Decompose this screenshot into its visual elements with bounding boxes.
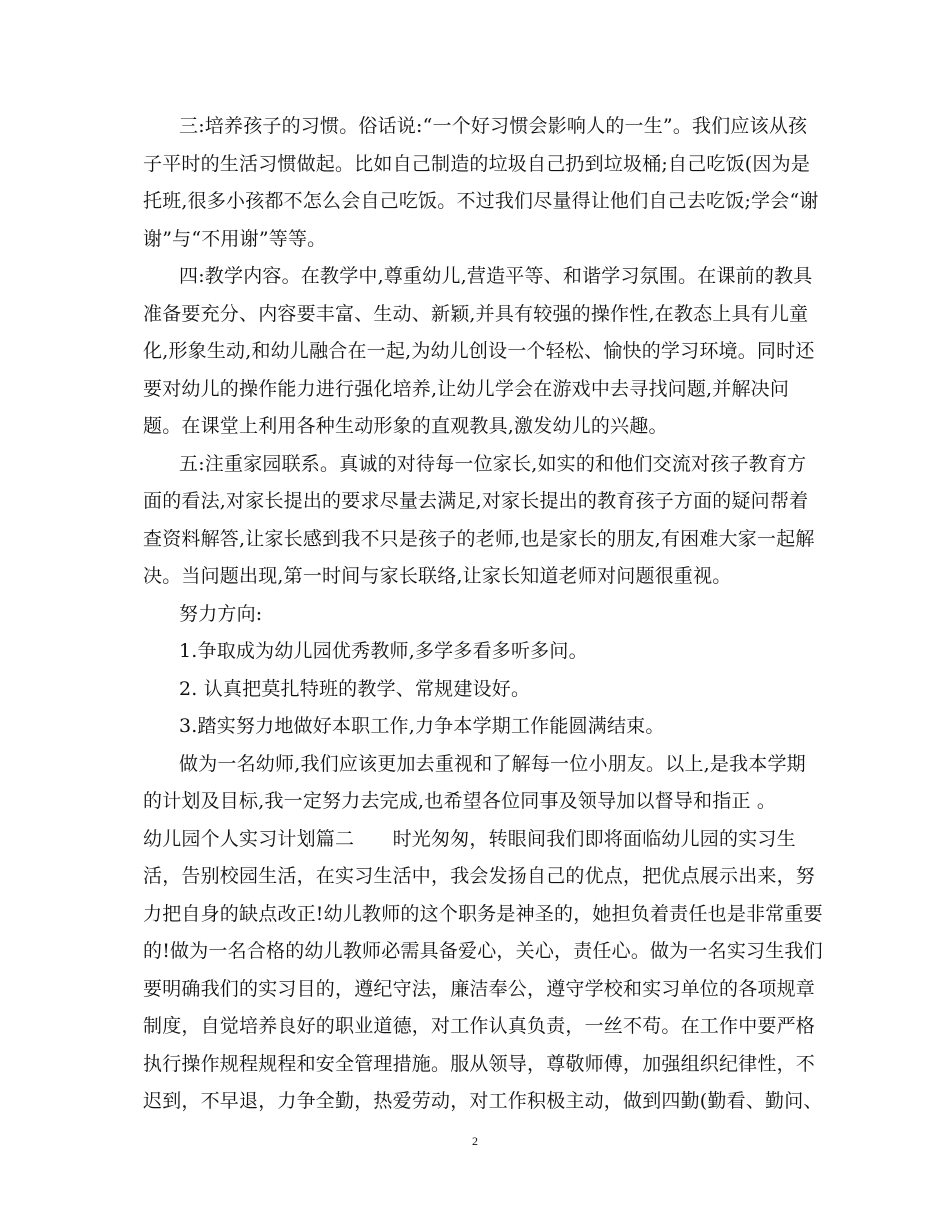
text-line: 子平时的生活习惯做起。比如自己制造的垃圾自己扔到垃圾桶;自己吃饭(因为是 bbox=[143, 152, 811, 175]
text-line: 题。在课堂上利用各种生动形象的直观教具,激发幼儿的兴趣。 bbox=[143, 415, 668, 437]
text-line: 3.踏实努力地做好本职工作,力争本学期工作能圆满结束。 bbox=[179, 715, 665, 737]
text-line: 决。当问题出现,第一时间与家长联络,让家长知道老师对问题很重视。 bbox=[143, 565, 732, 587]
text-line: 幼儿园个人实习计划篇二 时光匆匆，转眼间我们即将面临幼儿园的实习生 bbox=[143, 827, 796, 850]
text-line: 的计划及目标,我一定努力去完成,也希望各位同事及领导加以督导和指正 。 bbox=[143, 790, 777, 812]
text-line: 五:注重家园联系。真诚的对待每一位家长,如实的和他们交流对孩子教育方 bbox=[179, 452, 807, 475]
text-line: 活，告别校园生活，在实习生活中，我会发扬自己的优点，把优点展示出来，努 bbox=[143, 865, 816, 887]
text-line: 努力方向: bbox=[179, 602, 263, 625]
text-line: 的!做为一名合格的幼儿教师必需具备爱心，关心，责任心。做为一名实习生我们 bbox=[143, 940, 823, 962]
text-line: 要明确我们的实习目的，遵纪守法，廉洁奉公，遵守学校和实习单位的各项规章 bbox=[143, 977, 816, 1000]
page-number: 2 bbox=[472, 1134, 478, 1148]
text-line: 谢”与“不用谢”等等。 bbox=[143, 227, 327, 250]
text-line: 制度，自觉培养良好的职业道德，对工作认真负责，一丝不苟。在工作中要严格 bbox=[143, 1015, 816, 1037]
text-line: 力把自身的缺点改正!幼儿教师的这个职务是神圣的，她担负着责任也是非常重要 bbox=[143, 902, 823, 925]
text-line: 做为一名幼师,我们应该更加去重视和了解每一位小朋友。以上,是我本学期 bbox=[179, 752, 806, 775]
text-line: 执行操作规程规程和安全管理措施。服从领导，尊敬师傅，加强组织纪律性，不 bbox=[143, 1052, 816, 1075]
text-line: 2. 认真把莫扎特班的教学、常规建设好。 bbox=[179, 677, 531, 700]
text-line: 面的看法,对家长提出的要求尽量去满足,对家长提出的教育孩子方面的疑问帮着 bbox=[143, 490, 809, 512]
text-line: 化,形象生动,和幼儿融合在一起,为幼儿创设一个轻松、愉快的学习环境。同时还 bbox=[143, 340, 815, 362]
text-line: 准备要充分、内容要丰富、生动、新颖,并具有较强的操作性,在教态上具有儿童 bbox=[143, 302, 809, 325]
text-line: 三:培养孩子的习惯。俗话说:“一个好习惯会影响人的一生”。我们应该从孩 bbox=[179, 115, 808, 137]
text-line: 1.争取成为幼儿园优秀教师,多学多看多听多问。 bbox=[179, 640, 588, 662]
text-line: 四:教学内容。在教学中,尊重幼儿,营造平等、和谐学习氛围。在课前的教具 bbox=[179, 265, 813, 287]
text-line: 要对幼儿的操作能力进行强化培养,让幼儿学会在游戏中去寻找问题,并解决问 bbox=[143, 377, 790, 400]
document-body bbox=[143, 108, 823, 1121]
text-line: 查资料解答,让家长感到我不只是孩子的老师,也是家长的朋友,有困难大家一起解 bbox=[143, 527, 815, 550]
text-line: 托班,很多小孩都不怎么会自己吃饭。不过我们尽量得让他们自己去吃饭;学会“谢 bbox=[143, 190, 819, 212]
text-line: 迟到，不早退，力争全勤，热爱劳动，对工作积极主动，做到四勤(勤看、勤问、 bbox=[143, 1090, 823, 1112]
